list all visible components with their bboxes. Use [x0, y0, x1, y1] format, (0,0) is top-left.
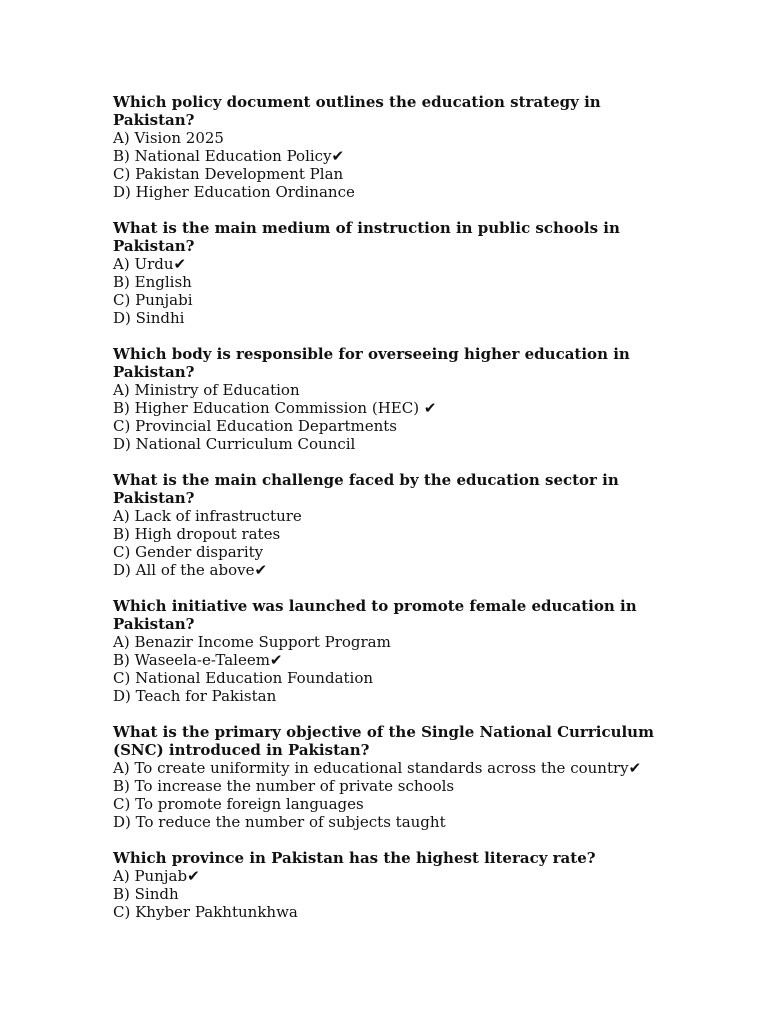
- question-block-7: [113, 849, 673, 921]
- option-b: B) National Education Policy✔: [113, 147, 345, 165]
- question-block-3: [113, 345, 673, 453]
- option-c: C) National Education Foundation: [113, 669, 374, 687]
- option-b: B) English: [113, 273, 192, 291]
- question-text: Which body is responsible for overseeing higher education in Pakistan?: [113, 345, 630, 381]
- option-a: A) Punjab✔: [113, 867, 200, 885]
- option-b: B) Waseela-e-Taleem✔: [113, 651, 283, 669]
- option-c: C) Punjabi: [113, 291, 193, 309]
- option-b: B) To increase the number of private schools: [113, 777, 455, 795]
- option-c: C) Gender disparity: [113, 543, 264, 561]
- question-block-1: [113, 93, 673, 201]
- question-block-2: [113, 219, 673, 327]
- option-a: A) Vision 2025: [113, 129, 224, 147]
- question-block-6: [113, 723, 673, 831]
- option-a: A) To create uniformity in educational standards across the country✔: [113, 759, 642, 777]
- question-text: What is the main challenge faced by the education sector in Pakistan?: [113, 471, 619, 507]
- option-a: A) Benazir Income Support Program: [113, 633, 391, 651]
- question-text: Which initiative was launched to promote female education in Pakistan?: [113, 597, 637, 633]
- question-block-5: [113, 597, 673, 705]
- option-d: D) All of the above✔: [113, 561, 268, 579]
- option-c: C) Khyber Pakhtunkhwa: [113, 903, 298, 921]
- option-b: B) High dropout rates: [113, 525, 281, 543]
- option-c: C) Pakistan Development Plan: [113, 165, 344, 183]
- question-block-4: [113, 471, 673, 579]
- option-a: A) Lack of infrastructure: [113, 507, 302, 525]
- option-a: A) Ministry of Education: [113, 381, 300, 399]
- question-text: Which province in Pakistan has the highest literacy rate?: [113, 849, 596, 867]
- question-text: What is the main medium of instruction in public schools in Pakistan?: [113, 219, 620, 255]
- option-d: D) National Curriculum Council: [113, 435, 356, 453]
- option-a: A) Urdu✔: [113, 255, 187, 273]
- option-b: B) Higher Education Commission (HEC) ✔: [113, 399, 437, 417]
- option-d: D) Sindhi: [113, 309, 185, 327]
- question-text: Which policy document outlines the education strategy in Pakistan?: [113, 93, 601, 129]
- option-c: C) To promote foreign languages: [113, 795, 364, 813]
- question-text: What is the primary objective of the Single National Curriculum (SNC) introduced in Pakistan?: [113, 723, 654, 759]
- option-b: B) Sindh: [113, 885, 179, 903]
- option-d: D) Higher Education Ordinance: [113, 183, 355, 201]
- option-c: C) Provincial Education Departments: [113, 417, 398, 435]
- document-page: [113, 93, 673, 939]
- option-d: D) Teach for Pakistan: [113, 687, 277, 705]
- option-d: D) To reduce the number of subjects taught: [113, 813, 446, 831]
